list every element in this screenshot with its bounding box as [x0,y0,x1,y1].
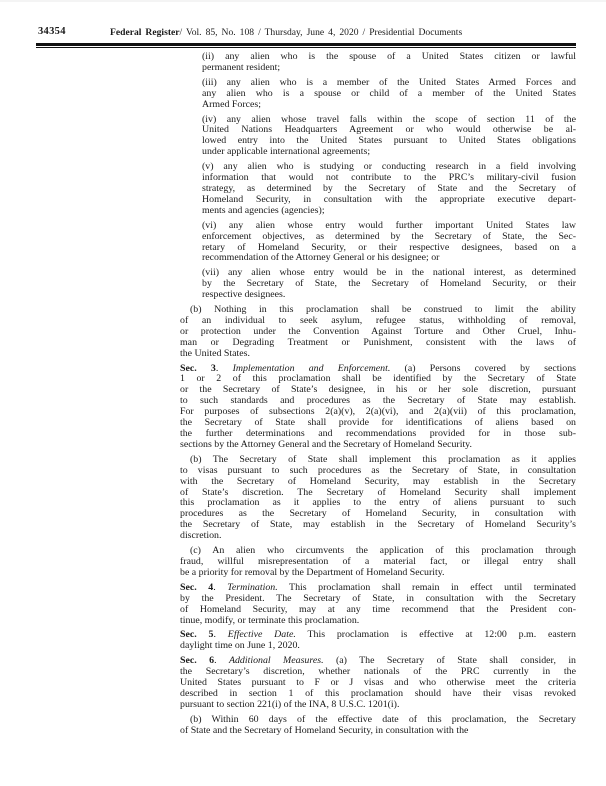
text-line: (b) Within 60 days of the effective date of this proclamation, the Secretary [190,713,576,725]
text-run: . [214,655,229,667]
paragraph [180,305,576,360]
text-line: procedures as the Secretary of Homeland Security, in consultation with [180,508,576,520]
page-top-edge [0,0,606,2]
text-line: United Nations Headquarters Agreement or who would otherwise be al- [202,124,576,136]
text-line: recommendation of the Attorney General or his designee; or [202,252,440,264]
text-line: (iv) any alien whose travel falls within the scope of section 11 of the [202,113,576,125]
text-line: to visas pursuant to such procedures as the Secretary of State, in consultation [180,464,576,476]
text-line: to such standards and procedures as the Secretary of State may establish. [180,395,576,407]
text-line: the Secretary of State shall provide for identifications of aliens based on [180,417,576,429]
text-run: (a) Persons covered by sections [390,362,576,374]
text-line: of State and the Secretary of Homeland Security, in consultation with the [180,724,469,736]
paragraph [202,162,576,217]
text-line: or the Secretary of State’s designee, in his or her sole discretion, pursuant [180,384,576,396]
paragraph [180,656,576,711]
text-line: information that would not contribute to the PRC’s military-civil fusion [202,172,576,184]
text-line: (v) any alien who is studying or conducting research in a field involving [202,161,576,173]
text-line: discretion. [180,530,222,542]
paragraph [202,268,576,301]
text-line: sections by the Attorney General and the Secretary of Homeland Security. [180,438,472,450]
paragraph [202,78,576,111]
text-line: respective designees. [202,289,286,301]
text-line: (b) The Secretary of State shall implement this proclamation as it applies [190,453,576,465]
text-line: permanent resident; [202,61,281,73]
text-line: the United States. [180,347,250,359]
text-line: ments and agencies (agencies); [202,204,325,216]
section-title: Termination. [227,581,278,593]
text-line: retary of Homeland Security, or their respective designees, based on a [202,241,576,253]
paragraph [180,583,576,627]
text-line: For purposes of subsections 2(a)(v), 2(a)(vi), and 2(a)(vii) of this proclamation, [180,406,576,418]
running-head [110,27,462,38]
text-run: This proclamation is effective at 12:00 p.m. eastern [295,629,576,641]
text-line: of an individual to seek asylum, refugee status, withholding of removal, [180,314,576,326]
section-label: Sec. 4 [180,581,214,593]
journal-title: Federal Register [110,26,180,38]
text-line: (iii) any alien who is a member of the United States Armed Forces and [202,76,576,88]
text-line: this proclamation as it applies to the entry of aliens pursuant to such [180,497,576,509]
section-title: Effective Date. [227,629,296,641]
text-line: (c) An alien who circumvents the application of this proclamation through [190,545,576,557]
paragraph [202,52,576,74]
paragraph [180,630,576,652]
paragraph [202,221,576,265]
text-line: of Homeland Security, may at any time recommend that the President con- [180,603,576,615]
text-line: described in section 1 of this proclamation should have their visas revoked [180,687,576,699]
text-line: be a priority for removal by the Department of Homeland Security. [180,566,445,578]
section-label: Sec. 3 [180,362,216,374]
text-line: tinue, modify, or terminate this proclamation. [180,614,360,626]
page-number: 34354 [38,26,66,37]
text-line: strategy, as determined by the Secretary of State and the Secretary of [202,182,576,194]
text-line: under applicable international agreements; [202,146,371,158]
text-line: fraud, willful misrepresentation of a material fact, or illegal entry shall [180,555,576,567]
text-run: . [215,362,233,374]
text-line: enforcement objectives, as determined by the Secretary of State, the Sec- [202,230,576,242]
paragraph [180,715,576,737]
text-line: pursuant to section 221(i) of the INA, 8 U.S.C. 1201(i). [180,698,400,710]
section-title: Implementation and Enforcement. [232,362,391,374]
section-label: Sec. 6 [180,655,215,667]
rule-thin-line [36,47,576,48]
text-line: the Secretary’s discretion, whether nationals of the PRC currently in the [180,666,576,678]
text-line: Armed Forces; [202,98,261,110]
page-header [0,26,606,40]
section-label: Sec. 5 [180,629,214,641]
paragraph [180,455,576,542]
text-run: This proclamation shall remain in effect until terminated [277,581,576,593]
text-run: (a) The Secretary of State shall consider, in [323,655,576,667]
text-line: with the Secretary of Homeland Security, may establish in the Secretary [180,475,576,487]
text-line: by the Secretary of State, the Secretary of Homeland Security, or their [202,278,576,290]
header-double-rule [36,43,576,48]
text-line: any alien who is a spouse or child of a member of the United States [202,87,576,99]
text-line: (ii) any alien who is the spouse of a United States citizen or lawful [202,51,576,62]
section-title: Additional Measures. [228,655,324,667]
rule-thick-line [36,43,576,46]
running-head-detail: / Vol. 85, No. 108 / Thursday, June 4, 2020 / Presidential Documents [179,26,463,38]
text-line: 1 or 2 of this proclamation shall be identified by the Secretary of State [180,373,576,385]
text-run: . [213,629,228,641]
text-line: United States pursuant to F or J visas and who otherwise meet the criteria [180,677,576,689]
text-line: lowed entry into the United States pursuant to United States obligations [202,135,576,147]
text-line: (vii) any alien whose entry would be in the national interest, as determined [202,267,576,279]
paragraph [202,115,576,159]
text-line: Homeland Security, in consultation with the appropriate executive depart- [202,193,576,205]
text-line: (vi) any alien whose entry would further important United States law [202,219,576,231]
text-line: by the President. The Secretary of State, in consultation with the Secretary [180,592,576,604]
text-line: daylight time on June 1, 2020. [180,640,300,652]
text-line: or protection under the Convention Against Torture and Other Cruel, Inhu- [180,325,576,337]
paragraph [180,364,576,451]
text-line: man or Degrading Treatment or Punishment, consistent with the laws of [180,336,576,348]
paragraph [180,546,576,579]
text-line: the further determinations and recommendations provided for in those sub- [180,428,576,439]
text-line: (b) Nothing in this proclamation shall be construed to limit the ability [190,304,576,316]
document-body [180,52,576,737]
text-run: . [213,581,228,593]
text-line: of State’s discretion. The Secretary of Homeland Security shall implement [180,486,576,498]
text-line: the Secretary of State, may establish in the Secretary of Homeland Security’s [180,519,576,531]
